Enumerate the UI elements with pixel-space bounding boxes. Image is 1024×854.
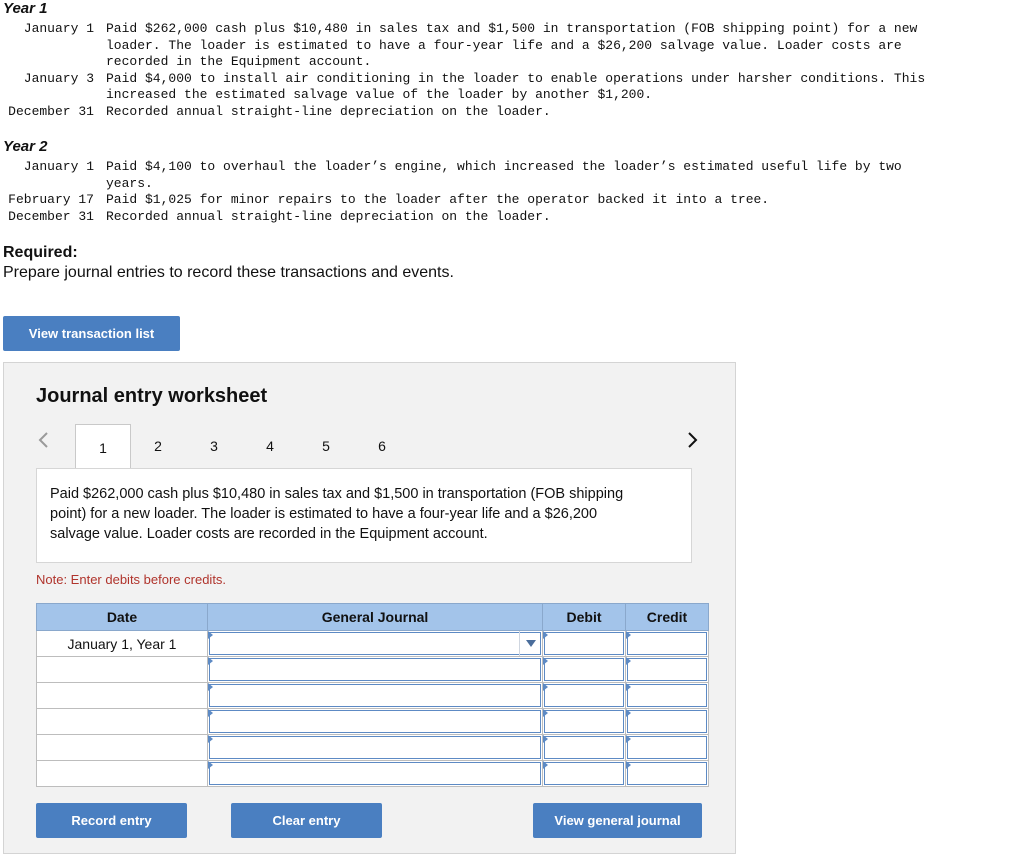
journal-table (36, 603, 709, 787)
table-row (37, 631, 709, 657)
view-transaction-list-button[interactable]: View transaction list (3, 316, 180, 351)
chevron-down-icon[interactable] (519, 631, 542, 656)
debit-input[interactable] (543, 709, 626, 735)
record-entry-button[interactable]: Record entry (36, 803, 187, 838)
entry-line: increased the estimated salvage value of the loader by another $1,200. (106, 87, 653, 102)
tab-2[interactable]: 2 (154, 438, 162, 454)
tab-3[interactable]: 3 (210, 438, 218, 454)
clear-entry-button[interactable]: Clear entry (231, 803, 382, 838)
tab-5[interactable]: 5 (322, 438, 330, 454)
debit-input[interactable] (543, 683, 626, 709)
account-input[interactable] (208, 735, 543, 761)
col-credit: Credit (626, 604, 709, 631)
table-row (37, 709, 709, 735)
entry-date: January 1 (23, 21, 94, 36)
year2-heading: Year 2 (3, 138, 48, 155)
worksheet-title: Journal entry worksheet (36, 385, 268, 407)
account-select[interactable] (208, 631, 543, 657)
debit-input[interactable] (543, 657, 626, 683)
view-general-journal-button[interactable]: View general journal (533, 803, 702, 838)
transaction-description: Paid $262,000 cash plus $10,480 in sales tax and $1,500 in transportation (FOB shipping point) for a new loader. The loader is estimated to have a four-year life and a $26,200 salvage value. Loader costs are recorded in the Equipment account. (50, 486, 624, 542)
table-row (37, 683, 709, 709)
debit-input[interactable] (543, 761, 626, 787)
entry-line: years. (106, 175, 153, 191)
account-input[interactable] (208, 761, 543, 787)
chevron-right-icon[interactable] (686, 430, 700, 450)
table-row (37, 735, 709, 761)
credit-input[interactable] (626, 761, 709, 787)
row-date (37, 709, 208, 735)
row-date (37, 735, 208, 761)
entry-line: Paid $1,025 for minor repairs to the loader after the operator backed it into a tree. (106, 192, 770, 207)
debit-input[interactable] (543, 631, 626, 657)
credit-input[interactable] (626, 735, 709, 761)
credit-input[interactable] (626, 657, 709, 683)
account-input[interactable] (208, 657, 543, 683)
entry-line: Paid $4,100 to overhaul the loader’s engine, which increased the loader’s estimated useful life by two (106, 159, 902, 174)
credit-input[interactable] (626, 631, 709, 657)
col-general-journal: General Journal (208, 604, 543, 631)
entry-date: January 3 (23, 70, 94, 86)
credit-input[interactable] (626, 683, 709, 709)
table-row (37, 761, 709, 787)
tab-1[interactable]: 1 (75, 424, 131, 470)
table-row (37, 657, 709, 683)
account-input[interactable] (208, 709, 543, 735)
tab-6[interactable]: 6 (378, 438, 386, 454)
entry-line: Paid $4,000 to install air conditioning in the loader to enable operations under harsher conditions. This (106, 70, 926, 86)
row-date (37, 761, 208, 787)
required-title: Required: (3, 244, 78, 261)
row-date: January 1, Year 1 (37, 631, 208, 657)
tab-4[interactable]: 4 (266, 438, 274, 454)
row-date (37, 657, 208, 683)
required-body: Prepare journal entries to record these transactions and events. (3, 264, 454, 281)
debit-input[interactable] (543, 735, 626, 761)
account-input[interactable] (208, 683, 543, 709)
year1-heading: Year 1 (3, 0, 48, 17)
note-text: Note: Enter debits before credits. (36, 572, 227, 587)
row-date (37, 683, 208, 709)
col-date: Date (37, 604, 208, 631)
entry-date: December 31 (8, 208, 94, 224)
col-debit: Debit (543, 604, 626, 631)
transaction-description-box (36, 468, 692, 563)
credit-input[interactable] (626, 709, 709, 735)
entry-line: Recorded annual straight-line depreciation on the loader. (106, 208, 551, 224)
entry-line: Recorded annual straight-line depreciation on the loader. (106, 103, 551, 119)
entry-date: December 31 (8, 103, 94, 119)
chevron-left-icon[interactable] (36, 430, 50, 450)
entry-line: Paid $262,000 cash plus $10,480 in sales tax and $1,500 in transportation (FOB shipping point) for a new (106, 21, 918, 36)
entry-date: February 17 (8, 192, 94, 207)
entry-line: recorded in the Equipment account. (106, 54, 372, 69)
entry-date: January 1 (23, 159, 94, 174)
entry-line: loader. The loader is estimated to have a four-year life and a $26,200 salvage value. Loader costs are (106, 37, 902, 53)
